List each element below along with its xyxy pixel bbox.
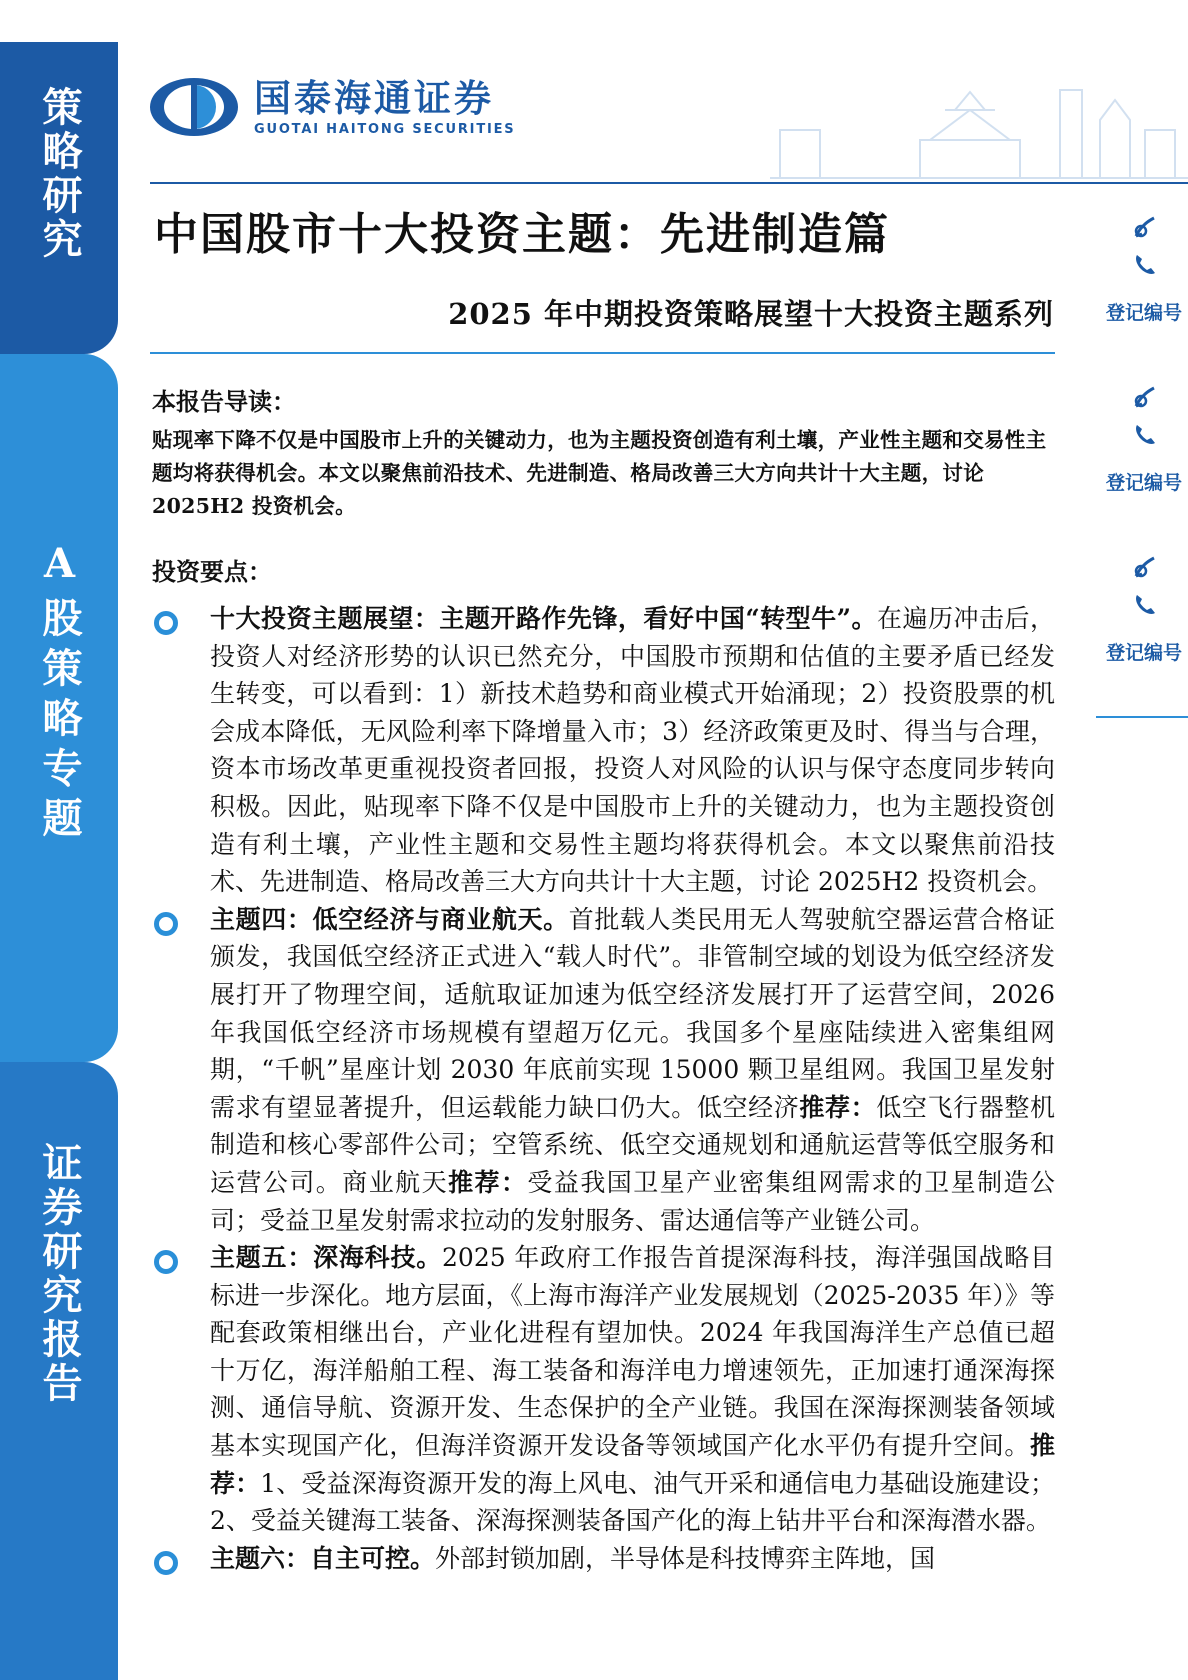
analyst-contact <box>1098 200 1188 370</box>
list-item <box>150 600 1055 901</box>
side-tab-strategy-research <box>0 42 118 354</box>
pen-icon <box>1132 214 1158 240</box>
pen-icon <box>1132 554 1158 580</box>
registration-label: 登记编号 <box>1106 642 1183 664</box>
logo-name-en: GUOTAI HAITONG SECURITIES <box>254 121 516 137</box>
intro-text: 贴现率下降不仅是中国股市上升的关键动力，也为主题投资创造有利土壤，产业性主题和交易性主题均将获得机会。本文以聚焦前沿技术、先进制造、格局改善三大方向共计十大主题，讨论 2025H2 投资机会。 <box>152 428 1047 518</box>
side-tab-label: A股策略专题 <box>36 540 83 847</box>
recommend-label: 推荐： <box>799 1092 877 1122</box>
key-points-list <box>150 600 1055 1577</box>
point-body: 外部封锁加剧，半导体是科技博弈主阵地，国 <box>435 1543 936 1573</box>
key-points-heading: 投资要点： <box>152 557 272 586</box>
point-body: 2025 年政府工作报告首提深海科技，海洋强国战略目标进一步深化。地方层面，《上海市海洋产业发展规划（2025-2035 年）》等配套政策相继出台，产业化进程有望加快。2024 年我国海洋生产总值已超十万亿，海洋船舶工程、海工装备和海洋电力增速领先，正加速打通深海探测、通信导航、资源开发、生态保护的全产业链。我国在深海探测装备领域基本实现国产化，但海洋资源开发设备等领域国产化水平仍有提升空间。 <box>210 1243 1055 1461</box>
point-body: 首批载人类民用无人驾驶航空器运营合格证颁发，我国低空经济正式进入“载人时代”。非管制空域的划设为低空经济发展打开了物理空间，适航取证加速为低空经济发展打开了运营空间，2026 年我国低空经济市场规模有望超万亿元。我国多个星座陆续进入密集组网期，“千帆”星座计划 2030 年底前实现 15000 颗卫星组网。我国卫星发射需求有望显著提升，但运载能力缺口仍大。低空经济 <box>210 904 1055 1122</box>
recommend-label: 推荐： <box>210 1431 1055 1498</box>
bullet-ring-icon <box>154 912 178 936</box>
list-item <box>150 1239 1055 1540</box>
point-lead: 十大投资主题展望：主题开路作先锋，看好中国“转型牛”。 <box>210 604 878 633</box>
recommend-label: 推荐： <box>448 1167 528 1197</box>
analyst-panel <box>1098 200 1188 710</box>
bullet-ring-icon <box>154 1551 178 1575</box>
phone-icon <box>1132 592 1158 618</box>
point-lead: 主题四：低空经济与商业航天。 <box>210 904 569 934</box>
phone-icon <box>1132 252 1158 278</box>
logo-name-cn: 国泰海通证券 <box>254 76 494 120</box>
analyst-panel-divider <box>1096 716 1188 718</box>
recommend-text: 1、受益深海资源开发的海上风电、油气开采和通信电力基础设施建设；2、受益关键海工装备、深海探测装备国产化的海上钻井平台和深海潜水器。 <box>210 1468 1055 1536</box>
report-title: 中国股市十大投资主题：先进制造篇 <box>154 209 890 260</box>
logo-emblem-icon <box>148 76 240 138</box>
company-logo <box>148 76 515 138</box>
header-divider <box>150 182 1188 184</box>
title-divider <box>150 352 1055 354</box>
registration-label: 登记编号 <box>1106 472 1183 494</box>
point-lead: 主题五：深海科技。 <box>210 1243 443 1273</box>
list-item <box>150 1540 1055 1578</box>
analyst-contact <box>1098 540 1188 710</box>
intro-heading: 本报告导读： <box>152 387 296 416</box>
bullet-ring-icon <box>154 611 178 635</box>
skyline-illustration-icon <box>770 70 1188 180</box>
registration-label: 登记编号 <box>1106 302 1183 324</box>
recommend-text: 受益我国卫星产业密集组网需求的卫星制造公司；受益卫星发射需求拉动的发射服务、雷达通信等产业链公司。 <box>210 1167 1055 1235</box>
bullet-ring-icon <box>154 1250 178 1274</box>
analyst-contact <box>1098 370 1188 540</box>
list-item <box>150 901 1055 1239</box>
side-tab-a-share-topic <box>0 354 118 1062</box>
side-tab-securities-report <box>0 1062 118 1680</box>
recommend-text: 低空飞行器整机制造和核心零部件公司；空管系统、低空交通规划和通航运营等低空服务和运营公司。商业航天 <box>210 1092 1055 1197</box>
side-tab-label: 策略研究 <box>36 86 83 262</box>
phone-icon <box>1132 422 1158 448</box>
report-subtitle: 2025 年中期投资策略展望十大投资主题系列 <box>448 297 1054 331</box>
pen-icon <box>1132 384 1158 410</box>
point-body: 在遍历冲击后，投资人对经济形势的认识已然充分，中国股市预期和估值的主要矛盾已经发生转变，可以看到：1）新技术趋势和商业模式开始涌现；2）投资股票的机会成本降低，无风险利率下降增量入市；3）经济政策更及时、得当与合理，资本市场改革更重视投资者回报，投资人对风险的认识与保守态度同步转向积极。因此，贴现率下降不仅是中国股市上升的关键动力，也为主题投资创造有利土壤，产业性主题和交易性主题均将获得机会。本文以聚焦前沿技术、先进制造、格局改善三大方向共计十大主题，讨论 2025H2 投资机会。 <box>210 604 1055 897</box>
point-lead: 主题六：自主可控。 <box>210 1543 436 1573</box>
side-tab-label: 证券研究报告 <box>36 1142 83 1406</box>
